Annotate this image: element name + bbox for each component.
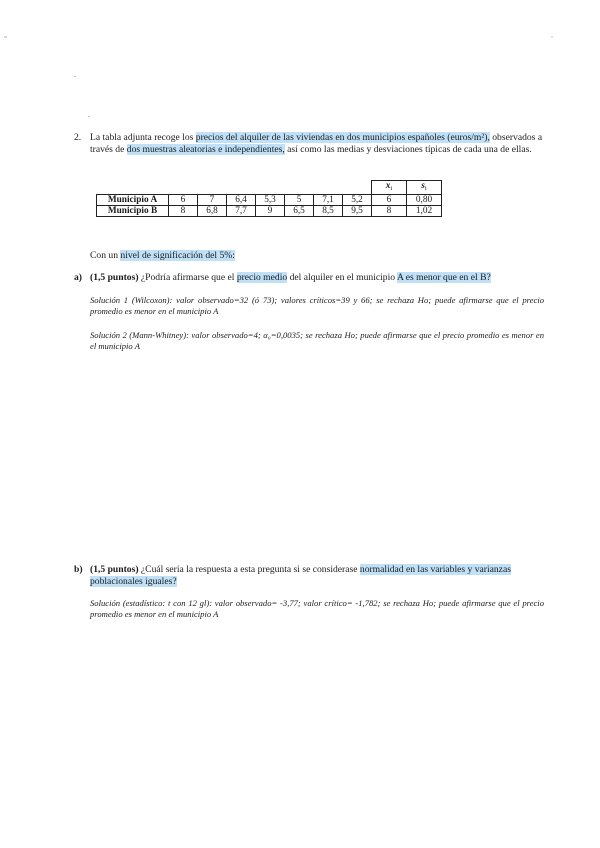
highlight: A es menor que en el B? — [396, 272, 491, 283]
question-text: La tabla adjunta recoge los precios del alquiler de las viviendas en dos municipios españoles (euros/m²), observados a través de dos muestras aleatorias e independientes, así como las medias y desviaciones típicas de cada una de ellas. — [90, 132, 543, 155]
table-cell: 5 — [285, 195, 314, 206]
sd-cell: 1,02 — [407, 206, 442, 217]
highlight: normalidad en las variables y varianzas poblacionales iguales? — [90, 564, 511, 587]
part-a-question: a) (1,5 puntos) ¿Podría afirmarse que el precio medio del alquiler en el municipio A es menor que en el B? — [74, 272, 491, 283]
table-cell: 7,7 — [227, 206, 256, 217]
mean-cell: 8 — [372, 206, 407, 217]
part-b-question: b) (1,5 puntos) ¿Cuál sería la respuesta a esta pregunta si se considerase normalidad en las variables y varianzas poblacionales iguales? — [74, 564, 511, 587]
row-label: Municipio B — [97, 206, 169, 217]
table-cell: 7 — [198, 195, 227, 206]
part-a-label: a) — [74, 272, 82, 283]
table-cell: 6,8 — [198, 206, 227, 217]
part-a-solution-2: Solución 2 (Mann-Whitney): valor observado=4; α₀=0,0035; se rechaza Ho; puede afirmarse que el precio promedio es menor en el municipio A — [90, 330, 544, 352]
scan-speck — [88, 116, 90, 117]
table-cell: 6 — [169, 195, 198, 206]
table-cell: 5,2 — [343, 195, 372, 206]
table-header-row — [97, 181, 442, 195]
table-row — [97, 195, 442, 206]
table-cell: 8,5 — [314, 206, 343, 217]
part-a-points: (1,5 puntos) — [90, 272, 139, 283]
mean-cell: 6 — [372, 195, 407, 206]
question-number: 2. — [74, 132, 82, 143]
highlight: precio medio — [236, 272, 288, 283]
scan-speck — [74, 76, 76, 77]
price-table — [96, 180, 442, 217]
highlight: dos muestras aleatorias e independientes, — [126, 143, 285, 155]
table-cell: 7,1 — [314, 195, 343, 206]
sd-cell: 0,80 — [407, 195, 442, 206]
highlight: precios del alquiler de las viviendas en dos municipios españoles (euros/m²), — [195, 132, 490, 143]
table-cell: 5,3 — [256, 195, 285, 206]
table-cell: 8 — [169, 206, 198, 217]
row-label: Municipio A — [97, 195, 169, 206]
part-b-label: b) — [74, 564, 83, 575]
table-cell: 6,4 — [227, 195, 256, 206]
question-statement — [74, 132, 544, 155]
part-b-solution: Solución (estadístico: t con 12 gl): valor observado= -3,77; valor crítico= -1,782; se rechaza Ho; puede afirmarse que el precio promedio es menor en el municipio A — [90, 598, 544, 620]
significance-intro: Con un nivel de significación del 5%: — [90, 250, 235, 261]
header-mean: $\overline{x}_i$ — [372, 181, 407, 195]
table-cell: 9 — [256, 206, 285, 217]
part-b-points: (1,5 puntos) — [90, 564, 139, 575]
scan-speck — [4, 36, 7, 38]
table-row — [97, 206, 442, 217]
table-cell: 9,5 — [343, 206, 372, 217]
scan-speck — [551, 36, 553, 37]
table-cell: 6,5 — [285, 206, 314, 217]
highlight: nivel de significación del 5%: — [120, 250, 235, 261]
header-sd: $s_i$ — [407, 181, 442, 195]
part-a-solution-1: Solución 1 (Wilcoxon): valor observado=32 (ó 73); valores críticos=39 y 66; se rechaza Ho; puede afirmarse que el precio promedio es menor en el municipio A — [90, 295, 544, 317]
